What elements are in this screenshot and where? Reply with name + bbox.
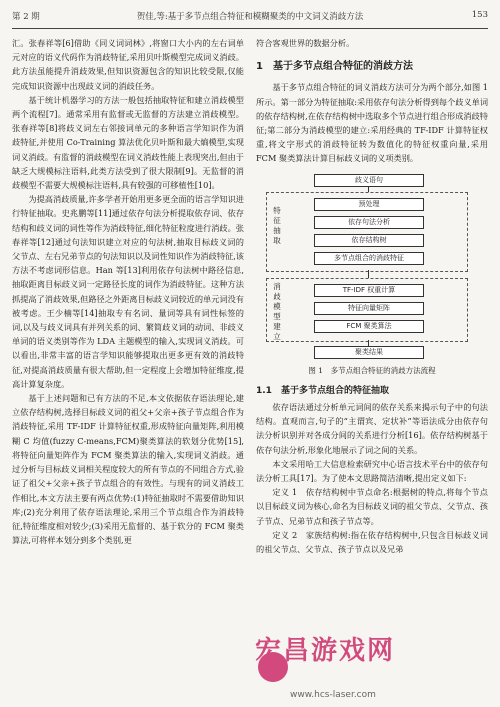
step-feature-matrix: 特征向量矩阵 [314, 302, 424, 315]
step-dependency-parse: 依存句法分析 [314, 216, 424, 229]
left-paragraph-1: 汇。张春祥等[6]借助《同义词词林》,将窗口大小内的左右词单元对应的语义代码作为消歧特征,采用贝叶斯模型完成词义消歧。此方法虽能提升消歧效果,但知识资源包含的知识比较受限,仅能完成知识资源中出现歧义词的消歧任务。 [12, 38, 244, 91]
step-dependency-tree: 依存结构树 [314, 234, 424, 247]
subsection-paragraph: 依存语法通过分析单元词间的依存关系来揭示句子中的句法结构。直观而言,句子的“主谓宾、定状补”等语法成分由依存句法分析识别并对各成分间的关系进行分析[16]。依存结构树基于依存句法分析,形象化地展示了词之间的关系。 [256, 402, 488, 455]
arrow [368, 270, 369, 278]
header-rule [12, 28, 488, 29]
definition-1: 定义 1 依存结构树中节点命名:根据树的特点,将每个节点以目标歧义词为核心,命名为目标歧义词的祖父节点、父节点、孩子节点、兄弟节点和孩子节点等。 [256, 487, 488, 526]
watermark-site: 宏昌游戏网 [255, 636, 396, 666]
running-title: 贺佳,等:基于多节点组合特征和模糊聚类的中文词义消歧方法 [136, 12, 364, 22]
step-fcm: FCM 聚类算法 [314, 320, 424, 333]
step-preprocess: 预处理 [314, 198, 424, 211]
left-column [12, 36, 244, 547]
left-paragraph-2: 基于统计机器学习的方法一般包括抽取特征和建立消歧模型两个流程[7]。通常采用有监督或无监督的方法建立消歧模型。张春祥等[8]将歧义词左右邻接词单元的多种语言学知识作为消歧特征,并使用 Co-Training 算法优化贝叶斯和最大熵模型,实现词义消歧。有监督的消歧模型在词义消歧性能上表现突出,但由于缺乏大规模标注语料,此类方法受到了很大限制[9]。无监督的消歧模型不需要大规模标注语料,具有较强的可移植性[10]。 [12, 94, 244, 191]
left-paragraph-3: 为提高消歧质量,许多学者开始用更多更全面的语言学知识进行特征抽取。史兆鹏等[11]通过依存句法分析提取依存词、依存结构和歧义词的词性等作为消歧特征,细化特征粒度进行消歧。张春祥等[12]通过句法知识建立对应的句法树,抽取目标歧义词的父节点、左右兄弟节点的句法知识以及词性知识作为消歧特征,该方法不考虑词形信息。Han 等[13]利用依存句法树中路径信息,抽取距离目标歧义词一定路径长度的词作为消歧特征。这种方法抓提高了消歧效果,但路径之外距离目标歧义词较近的单元词没有被考虑。王少楠等[14]抽取专有名词、量词等具有词性标签的词,以及与歧义词具有并列关系的词、繁简歧义词的动词、非歧义单词的语义类别等作为 LDA 主题模型的输入,实现词义消歧。可以看出,非常丰富的语言学知识能够提取出更多更有效的消歧特征,对提高消歧质量有很大帮助,但一定程度上会增加特征维度,提高计算复杂度。 [12, 194, 244, 389]
model-building-label: 消歧模型建立 [273, 281, 281, 341]
step-tfidf: TF-IDF 权重计算 [314, 284, 424, 297]
input-box: 歧义语句 [314, 174, 424, 187]
output-box: 聚类结果 [314, 346, 424, 359]
section-paragraph: 基于多节点组合特征的词义消歧方法可分为两个部分,如图 1 所示。第一部分为特征抽取:采用依存句法分析得到每个歧义单词的依存结构树,在依存结构树中选取多个节点进行组合形成消歧特征;第二部分为消歧模型的建立:采用经典的 TF-IDF 计算特征权重,将文字形式的消歧特征转为数值化的特征权重向量,采用 FCM 聚类算法计算目标歧义词的义项类别。 [256, 82, 489, 164]
section-title: 1 基于多节点组合特征的消歧方法 [256, 61, 413, 73]
page-number: 153 [471, 10, 488, 20]
tool-paragraph: 本文采用哈工大信息检索研究中心语言技术平台中的依存句法分析工具[17]。为了使本文思路简洁清晰,提出定义如下: [256, 458, 488, 484]
running-header [12, 10, 488, 24]
figure-caption: 图 1 多节点组合特征的消歧方法流程 [308, 365, 436, 375]
right-column [256, 36, 488, 556]
subsection-title: 1.1 基于多节点组合的特征抽取 [256, 385, 389, 396]
definition-2: 定义 2 家族结构树:指在依存结构树中,只包含目标歧义词的祖父节点、父节点、孩子节点以及兄弟 [256, 529, 488, 555]
feature-extraction-label: 特征抽取 [273, 205, 281, 245]
left-paragraph-4: 基于上述问题和已有方法的不足,本文依据依存语法理论,建立依存结构树,选择目标歧义词的祖父+父亲+孩子节点组合作为消歧特征,采用 TF-IDF 计算特征权重,形成特征向量矩阵,利用模糊 C 均值(fuzzy C-means,FCM)聚类算法的软划分优势[15],将特征向量矩阵作为 FCM 聚类算法的输入,实现词义消歧。通过分析与目标歧义词相关程度较大的所有节点的不同组合方式,验证了祖父+父亲+孩子节点组合的有效性。与现有的词义消歧工作相比,本文方法主要有两点优势:(1)特征抽取时不需要借助知识库;(2)充分利用了依存语法理论,采用三个节点组合作为消歧特征,特征维度相对较少;(3)采用无监督的、基于软分的 FCM 聚类算法,可将样本划分到多个类别,更 [12, 393, 244, 546]
flow-figure [256, 172, 488, 362]
step-combined-features: 多节点组合的消歧特征 [314, 252, 424, 265]
issue-label: 第 2 期 [12, 12, 40, 22]
watermark-url: www.hcs-laser.com [290, 690, 376, 700]
right-lead: 符合客观世界的数据分析。 [256, 38, 355, 48]
